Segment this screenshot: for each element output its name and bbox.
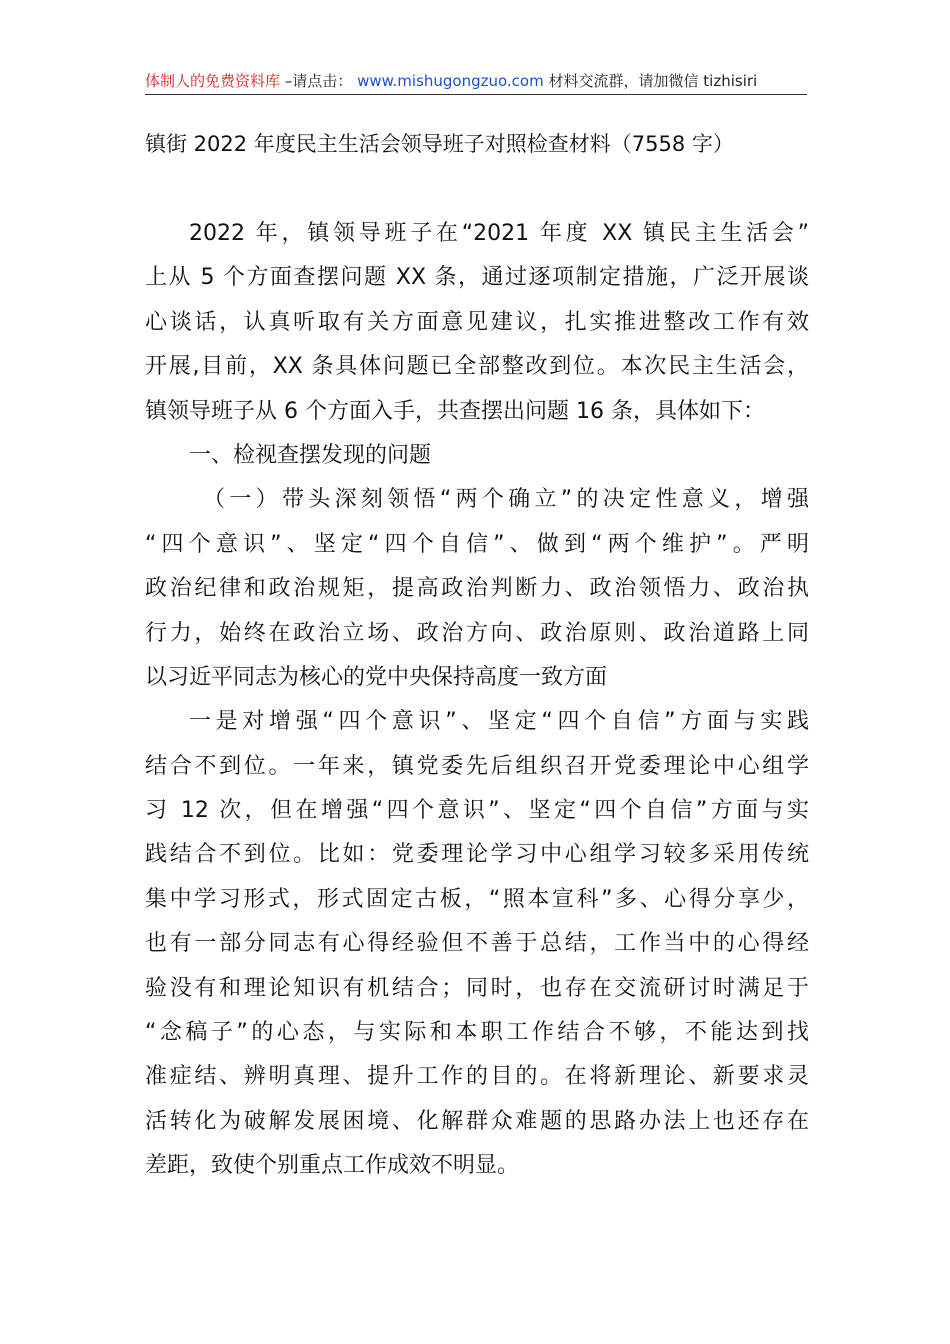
paragraph-line: 准症结、辨明真理、提升工作的目的。在将新理论、新要求灵 — [145, 1064, 809, 1090]
contact-info: 材料交流群，请加微信 tizhisiri — [548, 72, 758, 90]
subsection-heading-line: 行力，始终在政治立场、政治方向、政治原则、政治道路上同 — [145, 620, 809, 646]
paragraph-line: 开展,目前，XX 条具体问题已全部整改到位。本次民主生活会， — [145, 354, 809, 380]
paragraph-line: 一是对增强“四个意识”、坚定“四个自信”方面与实践 — [189, 709, 809, 735]
paragraph-line: 践结合不到位。比如：党委理论学习中心组学习较多采用传统 — [145, 842, 809, 868]
site-url-link[interactable]: www.mishugongzuo.com — [357, 72, 544, 90]
document-title: 镇街 2022 年度民主生活会领导班子对照检查材料（7558 字） — [145, 132, 734, 156]
paragraph-line: 活转化为破解发展困境、化解群众难题的思路办法上也还存在 — [145, 1108, 809, 1134]
subsection-heading-line: “四个意识”、坚定“四个自信”、做到“两个维护”。严明 — [145, 531, 809, 557]
section-heading: 一、检视查摆发现的问题 — [189, 442, 432, 468]
subsection-heading-line: （一）带头深刻领悟“两个确立”的决定性意义，增强 — [203, 487, 809, 513]
paragraph-line: 验没有和理论知识有机结合；同时，也存在交流研讨时满足于 — [145, 975, 809, 1001]
paragraph-line: 心谈话，认真听取有关方面意见建议，扎实推进整改工作有效 — [145, 309, 809, 335]
site-name[interactable]: 体制人的免费资料库 — [145, 72, 281, 90]
paragraph-line: 结合不到位。一年来，镇党委先后组织召开党委理论中心组学 — [145, 753, 809, 779]
subsection-heading-line: 政治纪律和政治规矩，提高政治判断力、政治领悟力、政治执 — [145, 576, 809, 602]
paragraph-line: 集中学习形式，形式固定古板，“照本宣科”多、心得分享少， — [145, 886, 809, 912]
document-body — [145, 212, 809, 1189]
paragraph-line: 习 12 次，但在增强“四个意识”、坚定“四个自信”方面与实 — [145, 798, 809, 824]
paragraph-line: 差距，致使个别重点工作成效不明显。 — [145, 1153, 520, 1179]
paragraph-line: “念稿子”的心态，与实际和本职工作结合不够，不能达到找 — [145, 1020, 809, 1046]
page-header — [145, 68, 807, 95]
subsection-heading-line: 以习近平同志为核心的党中央保持高度一致方面 — [145, 664, 608, 690]
paragraph-line: 镇领导班子从 6 个方面入手，共查摆出问题 16 条，具体如下： — [145, 398, 765, 424]
paragraph-line: 上从 5 个方面查摆问题 XX 条，通过逐项制定措施，广泛开展谈 — [145, 265, 809, 291]
paragraph-line: 2022 年，镇领导班子在“2021 年度 XX 镇民主生活会” — [189, 221, 809, 246]
click-prompt: –请点击： — [284, 72, 353, 90]
paragraph-line: 也有一部分同志有心得经验但不善于总结，工作当中的心得经 — [145, 931, 809, 957]
